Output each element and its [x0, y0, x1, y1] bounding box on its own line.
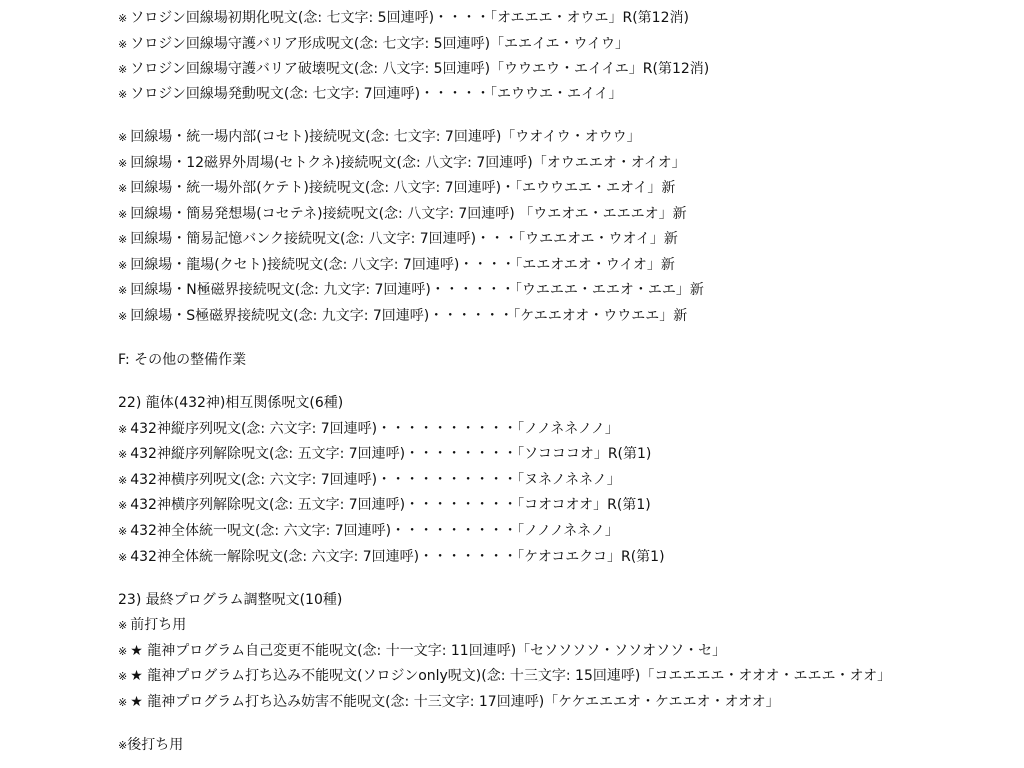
reference-mark-icon: ※	[118, 259, 128, 272]
reference-mark-icon: ※	[118, 645, 128, 658]
list-item: ※ 回線場・簡易発想場(コセテネ)接続呪文(念: 八文字: 7回連呼) 「ウエオエ・エエエオ」新	[118, 204, 687, 224]
sub-heading: ※後打ち用	[118, 735, 183, 755]
list-item: ※ 回線場・統一場内部(コセト)接続呪文(念: 七文字: 7回連呼)「ウオイウ・オウウ」	[118, 127, 641, 147]
list-item: ※ ソロジン回線場守護バリア形成呪文(念: 七文字: 5回連呼)「エエイエ・ウイウ」	[118, 34, 629, 54]
section-heading: 22) 龍体(432神)相互関係呪文(6種)	[118, 395, 344, 411]
list-item: ※ 432神全体統一呪文(念: 六文字: 7回連呼)・・・・・・・・・「ノノノネネノ」	[118, 521, 619, 541]
reference-mark-icon: ※	[118, 448, 128, 461]
reference-mark-icon: ※	[118, 88, 128, 101]
list-item: ※ 432神縦序列呪文(念: 六文字: 7回連呼)・・・・・・・・・・「ノノネネノノ」	[118, 419, 619, 439]
list-item: ※ ★ 龍神プログラム打ち込み妨害不能呪文(念: 十三文字: 17回連呼)「ケケエエエオ・ケエエオ・オオオ」	[118, 692, 780, 712]
list-item: ※ 432神縦序列解除呪文(念: 五文字: 7回連呼)・・・・・・・・「ソコココオ」R(第1)	[118, 444, 651, 464]
list-item: ※ ソロジン回線場初期化呪文(念: 七文字: 5回連呼)・・・・「オエエエ・オウエ」R(第12消)	[118, 8, 689, 28]
list-item: ※ 回線場・簡易記憶バンク接続呪文(念: 八文字: 7回連呼)・・・「ウエエオエ・ウオイ」新	[118, 229, 678, 249]
reference-mark-icon: ※	[118, 310, 128, 323]
list-item: ※ 432神全体統一解除呪文(念: 六文字: 7回連呼)・・・・・・・「ケオコエクコ」R(第1)	[118, 547, 665, 567]
list-item: ※ ★ 龍神プログラム自己変更不能呪文(念: 十一文字: 11回連呼)「セソソソソ・ソソオソソ・セ」	[118, 641, 726, 661]
reference-mark-icon: ※	[118, 739, 128, 752]
reference-mark-icon: ※	[118, 525, 128, 538]
reference-mark-icon: ※	[118, 38, 128, 51]
list-item: ※ 回線場・龍場(クセト)接続呪文(念: 八文字: 7回連呼)・・・・「エエオエオ・ウイオ」新	[118, 255, 675, 275]
reference-mark-icon: ※	[118, 670, 128, 683]
reference-mark-icon: ※	[118, 157, 128, 170]
list-item: ※ 432神横序列解除呪文(念: 五文字: 7回連呼)・・・・・・・・「コオコオオ」R(第1)	[118, 495, 651, 515]
list-item: ※ ★ 龍神プログラム打ち込み不能呪文(ソロジンonly呪文)(念: 十三文字: 15回連呼)「コエエエエ・オオオ・エエエ・オオ」	[118, 666, 891, 686]
section-heading: F: その他の整備作業	[118, 352, 247, 368]
list-item: ※ ソロジン回線場守護バリア破壊呪文(念: 八文字: 5回連呼)「ウウエウ・エイイエ」R(第12消)	[118, 59, 709, 79]
sub-heading: ※ 前打ち用	[118, 615, 186, 635]
list-item: ※ 回線場・12磁界外周場(セトクネ)接続呪文(念: 八文字: 7回連呼)「オウエエオ・オイオ」	[118, 153, 686, 173]
reference-mark-icon: ※	[118, 131, 128, 144]
list-item: ※ 回線場・統一場外部(ケテト)接続呪文(念: 八文字: 7回連呼)・「エウウエエ・エオイ」新	[118, 178, 675, 198]
reference-mark-icon: ※	[118, 208, 128, 221]
reference-mark-icon: ※	[118, 499, 128, 512]
reference-mark-icon: ※	[118, 696, 128, 709]
reference-mark-icon: ※	[118, 474, 128, 487]
reference-mark-icon: ※	[118, 63, 128, 76]
section-heading: 23) 最終プログラム調整呪文(10種)	[118, 592, 343, 608]
reference-mark-icon: ※	[118, 551, 128, 564]
reference-mark-icon: ※	[118, 233, 128, 246]
reference-mark-icon: ※	[118, 182, 128, 195]
reference-mark-icon: ※	[118, 423, 128, 436]
list-item: ※ 432神横序列呪文(念: 六文字: 7回連呼)・・・・・・・・・・「ヌネノネネノ」	[118, 470, 621, 490]
reference-mark-icon: ※	[118, 284, 128, 297]
list-item: ※ 回線場・S極磁界接続呪文(念: 九文字: 7回連呼)・・・・・・「ケエエオオ・ウウエエ」新	[118, 306, 687, 326]
list-item: ※ 回線場・N極磁界接続呪文(念: 九文字: 7回連呼)・・・・・・「ウエエエ・エエオ・エエ」新	[118, 280, 704, 300]
reference-mark-icon: ※	[118, 619, 128, 632]
reference-mark-icon: ※	[118, 12, 128, 25]
list-item: ※ ソロジン回線場発動呪文(念: 七文字: 7回連呼)・・・・・「エウウエ・エイイ」	[118, 84, 622, 104]
